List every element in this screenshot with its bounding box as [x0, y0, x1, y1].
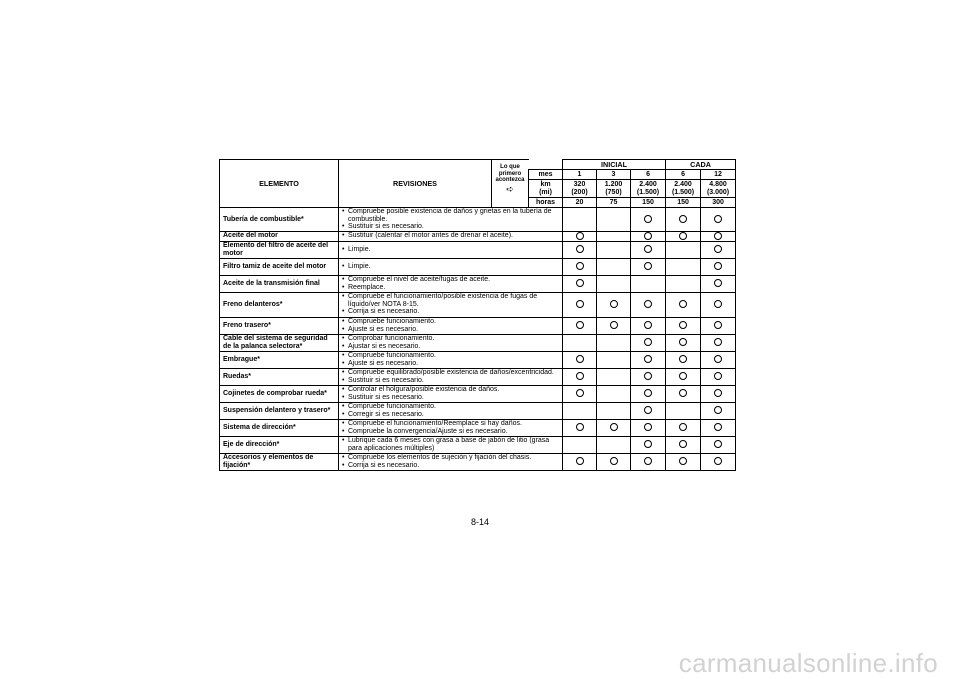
interval-cell — [631, 258, 666, 275]
check-item: • Compruebe la convergencia/Ajuste si es necesario. — [342, 428, 561, 436]
interval-cell — [563, 241, 597, 258]
interval-cell — [701, 208, 736, 232]
circle-mark-icon — [714, 215, 722, 223]
circle-mark-icon — [714, 406, 722, 414]
interval-cell — [666, 351, 701, 368]
check-item: • Limpie. — [342, 246, 561, 254]
table-row — [220, 258, 736, 275]
circle-mark-icon — [644, 406, 652, 414]
first-occurs-spacer — [492, 198, 529, 208]
circle-mark-icon — [714, 245, 722, 253]
interval-cell — [597, 351, 631, 368]
interval-cell — [631, 368, 666, 385]
interval-cell — [563, 351, 597, 368]
circle-mark-icon — [644, 232, 652, 240]
circle-mark-icon — [714, 338, 722, 346]
element-name: Cable del sistema de seguridad de la palanca selectora* — [220, 334, 339, 351]
interval-cell — [631, 419, 666, 436]
interval-cell — [701, 231, 736, 241]
interval-value: 1 — [563, 170, 597, 180]
circle-mark-icon — [714, 372, 722, 380]
interval-cell — [666, 258, 701, 275]
circle-mark-icon — [679, 215, 687, 223]
watermark: carmanualsonline.info — [678, 648, 938, 678]
check-item: • Sustituir si es necesario. — [342, 223, 561, 231]
interval-value: 6 — [666, 170, 701, 180]
interval-cell — [597, 317, 631, 334]
circle-mark-icon — [576, 262, 584, 270]
checks-cell — [339, 208, 563, 232]
interval-cell — [563, 453, 597, 470]
interval-cell — [666, 419, 701, 436]
first-occurs-text: Lo que primero acontezca — [495, 164, 525, 183]
check-item: • Compruebe funcionamiento. — [342, 352, 561, 360]
circle-mark-icon — [576, 389, 584, 397]
interval-cell — [666, 453, 701, 470]
interval-value: 4.800 (3.000) — [701, 180, 736, 198]
interval-cell — [701, 368, 736, 385]
interval-cell — [666, 275, 701, 292]
table-row — [220, 208, 736, 232]
interval-cell — [666, 317, 701, 334]
element-name: Ruedas* — [220, 368, 339, 385]
circle-mark-icon — [679, 440, 687, 448]
element-name: Cojinetes de comprobar rueda* — [220, 385, 339, 402]
interval-cell — [631, 208, 666, 232]
interval-cell — [701, 453, 736, 470]
arrow-right-icon: ➪ — [506, 183, 514, 194]
circle-mark-icon — [610, 457, 618, 465]
check-item: • Corregir si es necesario. — [342, 411, 561, 419]
element-name: Elemento del filtro de aceite del motor — [220, 241, 339, 258]
every-header: CADA — [666, 160, 736, 170]
first-occurs-label — [492, 160, 529, 198]
interval-cell — [563, 275, 597, 292]
interval-cell — [666, 292, 701, 317]
interval-cell — [563, 368, 597, 385]
check-item: • Compruebe funcionamiento. — [342, 318, 561, 326]
check-item: • Corrija si es necesario. — [342, 308, 561, 316]
interval-cell — [563, 317, 597, 334]
element-name: Eje de dirección* — [220, 436, 339, 453]
checks-cell — [339, 436, 563, 453]
interval-value: 20 — [563, 198, 597, 208]
interval-cell — [563, 208, 597, 232]
check-item: • Compruebe los elementos de sujeción y fijación del chasis. — [342, 454, 561, 462]
interval-cell — [597, 241, 631, 258]
interval-cell — [666, 208, 701, 232]
circle-mark-icon — [714, 457, 722, 465]
table-row — [220, 334, 736, 351]
interval-value: 2.400 (1.500) — [631, 180, 666, 198]
interval-cell — [631, 402, 666, 419]
interval-cell — [701, 241, 736, 258]
table-row — [220, 368, 736, 385]
check-item: • Sustituir si es necesario. — [342, 377, 561, 385]
table-row — [220, 453, 736, 470]
interval-cell — [597, 402, 631, 419]
interval-cell — [597, 368, 631, 385]
interval-cell — [631, 385, 666, 402]
checks-header: REVISIONES — [339, 160, 492, 208]
check-item: • Comprobar funcionamiento. — [342, 335, 561, 343]
circle-mark-icon — [714, 355, 722, 363]
circle-mark-icon — [576, 232, 584, 240]
element-name: Aceite de la transmisión final — [220, 275, 339, 292]
circle-mark-icon — [679, 300, 687, 308]
table-row — [220, 231, 736, 241]
interval-cell — [631, 453, 666, 470]
circle-mark-icon — [610, 321, 618, 329]
table-row — [220, 275, 736, 292]
interval-value: 75 — [597, 198, 631, 208]
circle-mark-icon — [679, 355, 687, 363]
checks-cell — [339, 334, 563, 351]
interval-cell — [631, 436, 666, 453]
interval-cell — [563, 231, 597, 241]
circle-mark-icon — [679, 457, 687, 465]
checks-cell — [339, 419, 563, 436]
check-item: • Compruebe posible existencia de daños y grietas en la tubería de combustible. — [342, 208, 561, 223]
interval-value: 150 — [631, 198, 666, 208]
circle-mark-icon — [644, 372, 652, 380]
interval-cell — [563, 385, 597, 402]
interval-cell — [631, 317, 666, 334]
check-item: • Ajustar si es necesario. — [342, 343, 561, 351]
table-row — [220, 402, 736, 419]
circle-mark-icon — [714, 232, 722, 240]
interval-cell — [631, 292, 666, 317]
element-name: Sistema de dirección* — [220, 419, 339, 436]
interval-cell — [666, 241, 701, 258]
interval-cell — [631, 351, 666, 368]
interval-value: 1.200 (750) — [597, 180, 631, 198]
circle-mark-icon — [679, 338, 687, 346]
circle-mark-icon — [644, 423, 652, 431]
check-item: • Limpie. — [342, 263, 561, 271]
interval-cell — [631, 241, 666, 258]
checks-cell — [339, 241, 563, 258]
page-number: 8-14 — [470, 517, 489, 527]
interval-value: 300 — [701, 198, 736, 208]
check-item: • Ajuste si es necesario. — [342, 360, 561, 368]
interval-cell — [666, 402, 701, 419]
unit-label: horas — [529, 198, 563, 208]
interval-cell — [666, 385, 701, 402]
element-header: ELEMENTO — [220, 160, 339, 208]
circle-mark-icon — [644, 321, 652, 329]
circle-mark-icon — [644, 457, 652, 465]
check-item: • Compruebe equilibrado/posible existencia de daños/excentricidad. — [342, 369, 561, 377]
check-item: • Compruebe funcionamiento. — [342, 403, 561, 411]
check-item: • Compruebe el funcionamiento/Reemplace si hay daños. — [342, 420, 561, 428]
check-item: • Controlar el holgura/posible existencia de daños. — [342, 386, 561, 394]
check-item: • Reemplace. — [342, 284, 561, 292]
circle-mark-icon — [679, 232, 687, 240]
circle-mark-icon — [644, 338, 652, 346]
circle-mark-icon — [644, 245, 652, 253]
interval-cell — [701, 419, 736, 436]
checks-cell — [339, 275, 563, 292]
circle-mark-icon — [644, 389, 652, 397]
circle-mark-icon — [576, 423, 584, 431]
interval-cell — [597, 453, 631, 470]
circle-mark-icon — [644, 262, 652, 270]
interval-cell — [631, 275, 666, 292]
element-name: Tubería de combustible* — [220, 208, 339, 232]
check-item: • Corrija si es necesario. — [342, 462, 561, 470]
table-row — [220, 241, 736, 258]
circle-mark-icon — [714, 300, 722, 308]
checks-cell — [339, 292, 563, 317]
check-item: • Lubrique cada 6 meses con grasa a base de jabón de litio (grasa para aplicaciones múltiples) — [342, 437, 561, 452]
interval-cell — [563, 258, 597, 275]
circle-mark-icon — [679, 423, 687, 431]
circle-mark-icon — [576, 372, 584, 380]
interval-cell — [631, 334, 666, 351]
interval-value: 150 — [666, 198, 701, 208]
circle-mark-icon — [644, 215, 652, 223]
circle-mark-icon — [644, 300, 652, 308]
circle-mark-icon — [714, 423, 722, 431]
checks-cell — [339, 231, 563, 241]
element-name: Freno delanteros* — [220, 292, 339, 317]
circle-mark-icon — [679, 372, 687, 380]
interval-cell — [666, 231, 701, 241]
interval-cell — [597, 334, 631, 351]
interval-cell — [701, 351, 736, 368]
interval-value: 12 — [701, 170, 736, 180]
circle-mark-icon — [679, 389, 687, 397]
circle-mark-icon — [644, 440, 652, 448]
checks-cell — [339, 402, 563, 419]
interval-value: 320 (200) — [563, 180, 597, 198]
interval-cell — [597, 419, 631, 436]
check-item: • Compruebe el funcionamiento/posible existencia de fugas de líquido/ver NOTA 8-15. — [342, 293, 561, 308]
interval-cell — [701, 436, 736, 453]
unit-label: mes — [529, 170, 563, 180]
table-row — [220, 317, 736, 334]
checks-cell — [339, 317, 563, 334]
element-name: Aceite del motor — [220, 231, 339, 241]
check-item: • Ajuste si es necesario. — [342, 326, 561, 334]
element-name: Filtro tamiz de aceite del motor — [220, 258, 339, 275]
maintenance-table — [219, 159, 736, 471]
circle-mark-icon — [576, 355, 584, 363]
interval-cell — [597, 275, 631, 292]
interval-cell — [701, 317, 736, 334]
interval-cell — [701, 385, 736, 402]
table-row — [220, 292, 736, 317]
element-name: Accesorios y elementos de fijación* — [220, 453, 339, 470]
circle-mark-icon — [714, 321, 722, 329]
element-name: Freno trasero* — [220, 317, 339, 334]
checks-cell — [339, 351, 563, 368]
circle-mark-icon — [610, 300, 618, 308]
interval-cell — [597, 385, 631, 402]
table-row — [220, 385, 736, 402]
circle-mark-icon — [576, 321, 584, 329]
interval-cell — [563, 419, 597, 436]
interval-cell — [563, 334, 597, 351]
circle-mark-icon — [714, 279, 722, 287]
interval-cell — [701, 258, 736, 275]
circle-mark-icon — [714, 440, 722, 448]
checks-cell — [339, 453, 563, 470]
circle-mark-icon — [576, 300, 584, 308]
unit-label: km (mi) — [529, 180, 563, 198]
interval-value: 6 — [631, 170, 666, 180]
circle-mark-icon — [576, 245, 584, 253]
checks-cell — [339, 258, 563, 275]
interval-cell — [666, 368, 701, 385]
interval-cell — [597, 231, 631, 241]
interval-value: 3 — [597, 170, 631, 180]
table-row — [220, 436, 736, 453]
circle-mark-icon — [576, 279, 584, 287]
circle-mark-icon — [644, 355, 652, 363]
interval-cell — [563, 292, 597, 317]
interval-cell — [701, 292, 736, 317]
interval-cell — [701, 334, 736, 351]
interval-cell — [701, 402, 736, 419]
checks-cell — [339, 385, 563, 402]
element-name: Embrague* — [220, 351, 339, 368]
element-name: Suspensión delantero y trasero* — [220, 402, 339, 419]
table-row — [220, 351, 736, 368]
interval-value: 2.400 (1.500) — [666, 180, 701, 198]
interval-cell — [563, 436, 597, 453]
interval-cell — [597, 436, 631, 453]
interval-cell — [666, 334, 701, 351]
interval-cell — [597, 208, 631, 232]
circle-mark-icon — [679, 321, 687, 329]
interval-cell — [597, 292, 631, 317]
interval-cell — [701, 275, 736, 292]
circle-mark-icon — [714, 389, 722, 397]
circle-mark-icon — [714, 262, 722, 270]
check-item: • Sustituir (calentar el motor antes de drenar el aceite). — [342, 232, 561, 240]
circle-mark-icon — [610, 423, 618, 431]
initial-header: INICIAL — [563, 160, 666, 170]
interval-cell — [563, 402, 597, 419]
circle-mark-icon — [576, 457, 584, 465]
checks-cell — [339, 368, 563, 385]
check-item: • Sustituir si es necesario. — [342, 394, 561, 402]
interval-cell — [597, 258, 631, 275]
check-item: • Compruebe el nivel de aceite/fugas de aceite. — [342, 276, 561, 284]
interval-cell — [666, 436, 701, 453]
interval-cell — [631, 231, 666, 241]
table-row — [220, 419, 736, 436]
